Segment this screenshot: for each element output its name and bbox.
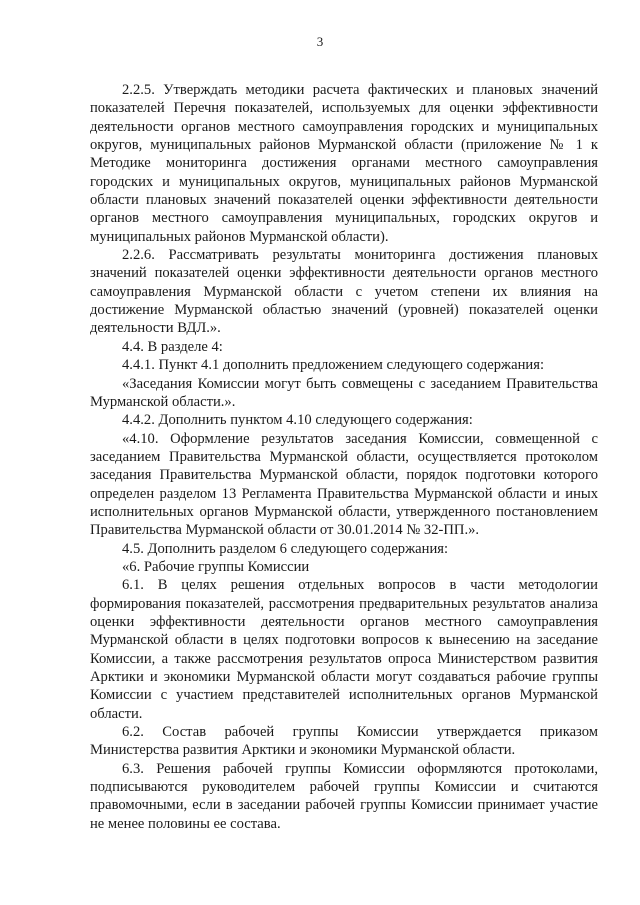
- document-body: [90, 81, 598, 833]
- paragraph-4-4: 4.4. В разделе 4:: [122, 338, 223, 355]
- paragraph-6-1: 6.1. В целях решения отдельных вопросов в части методологии формирования показателей, рассмотрения предварительных результатов анализа оценки эффективности деятельности органов местного самоуправления Мурманской области в целях подготовки вопросов к вынесению на заседание Комиссии, а также рассмотрения результатов опроса Министерством развития Арктики и экономики Мурманской области могут создаваться рабочие группы Комиссии с участием представителей исполнительных органов Мурманской области.: [90, 577, 598, 722]
- paragraph-6-3: 6.3. Решения рабочей группы Комиссии оформляются протоколами, подписываются руководителем рабочей группы Комиссии и считаются правомочными, если в заседании рабочей группы Комиссии принимает участие не менее половины ее состава.: [90, 760, 598, 832]
- paragraph-4-4-2: 4.4.2. Дополнить пунктом 4.10 следующего содержания:: [122, 412, 473, 429]
- paragraph-2-2-5: 2.2.5. Утверждать методики расчета фактических и плановых значений показателей Перечня показателей, используемых для оценки эффективности деятельности органов местного самоуправления городских и муниципальных округов, муниципальных районов Мурманской области (приложение № 1 к Методике мониторинга достижения органами местного самоуправления городских и муниципальных округов, муниципальных районов Мурманской области плановых значений показателей оценки эффективности деятельности органов местного самоуправления муниципальных, городских округов и муниципальных районов Мурманской области).: [90, 82, 598, 245]
- paragraph-4-4-1: 4.4.1. Пункт 4.1 дополнить предложением следующего содержания:: [122, 357, 544, 374]
- paragraph-4-5: 4.5. Дополнить разделом 6 следующего содержания:: [122, 540, 449, 557]
- page-number: 3: [316, 34, 324, 49]
- section-6-heading: «6. Рабочие группы Комиссии: [122, 558, 310, 575]
- paragraph-6-2: 6.2. Состав рабочей группы Комиссии утверждается приказом Министерства развития Арктики и экономики Мурманской области.: [90, 724, 598, 759]
- paragraph-quote-4-10: «4.10. Оформление результатов заседания Комиссии, совмещенной с заседанием Правительства Мурманской области, осуществляется протоколом заседания Правительства Мурманской области, порядок подготовки которого определен разделом 13 Регламента Правительства Мурманской области и иных исполнительных органов Мурманской области, утвержденного постановлением Правительства Мурманской области от 30.01.2014 № 32-ПП.».: [90, 430, 598, 539]
- paragraph-2-2-6: 2.2.6. Рассматривать результаты мониторинга достижения плановых значений показателей оценки эффективности деятельности органов местного самоуправления Мурманской области с учетом степени их влияния на достижение Мурманской областью значений (уровней) показателей оценки деятельности ВДЛ.».: [90, 247, 598, 337]
- paragraph-quote-4-1: «Заседания Комиссии могут быть совмещены с заседанием Правительства Мурманской области.».: [90, 375, 598, 410]
